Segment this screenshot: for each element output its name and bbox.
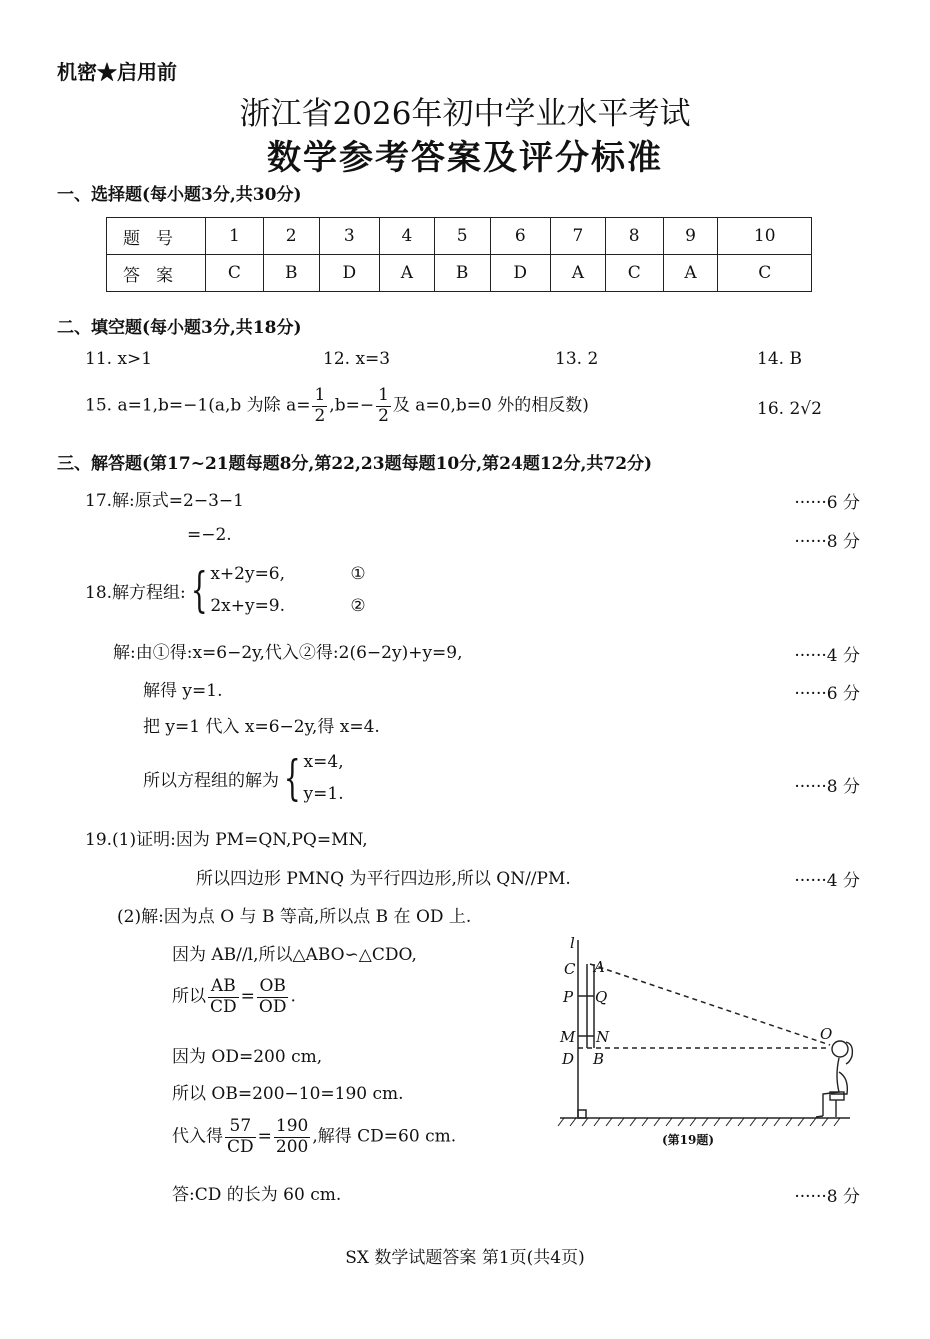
label-c: C	[564, 960, 576, 978]
fraction: $\frac{190}{200}$	[275, 1116, 309, 1157]
table-cell: C	[206, 255, 264, 292]
answer-15-pre: 15. a=1,b=−1(a,b 为除 a=	[85, 395, 311, 416]
section1-heading: 一、选择题(每小题3分,共30分)	[57, 185, 302, 205]
label-d: D	[562, 1050, 575, 1068]
score-q18-4: ······4 分	[794, 646, 860, 666]
answer-12: 12. x=3	[323, 349, 391, 369]
q19-part1-b: 所以四边形 PMNQ 为平行四边形,所以 QN//PM.	[196, 869, 571, 889]
q18-step2: 解得 y=1.	[143, 681, 223, 701]
exam-title: 浙江省2026年初中学业水平考试	[239, 96, 691, 132]
table-cell: D	[490, 255, 550, 292]
table-cell: 2	[263, 218, 319, 255]
solution-system: x=4, y=1.	[303, 752, 344, 805]
score-q19-8: ······8 分	[794, 1187, 860, 1207]
equation-1: x+2y=6, ①	[210, 564, 366, 584]
equation-2: 2x+y=9. ②	[210, 596, 366, 617]
answer-16: 16. 2√2	[757, 399, 822, 419]
q19-part1-a: 19.(1)证明:因为 PM=QN,PQ=MN,	[85, 830, 368, 850]
table-cell: 1	[206, 218, 264, 255]
fraction	[376, 386, 391, 426]
q18-step3: 把 y=1 代入 x=6−2y,得 x=4.	[143, 717, 380, 737]
fraction: $\frac{OB}{OD}$	[258, 976, 287, 1017]
fraction: $\frac{57}{CD}$	[227, 1116, 254, 1157]
label-b: B	[593, 1050, 605, 1068]
answer-14: 14. B	[757, 349, 802, 369]
ground-hatching	[558, 1118, 840, 1126]
brace-symbol: {	[283, 750, 301, 807]
right-angle-mark	[578, 1110, 586, 1118]
label-o: O	[820, 1025, 833, 1043]
score-q17-8: ······8 分	[794, 532, 860, 552]
q19-part2-a: (2)解:因为点 O 与 B 等高,所以点 B 在 OD 上.	[117, 907, 472, 927]
label-a: A	[594, 958, 605, 976]
table-cell: D	[319, 255, 379, 292]
answer-15-post: 及 a=0,b=0 外的相反数)	[392, 395, 589, 416]
table-cell: C	[718, 255, 812, 292]
sightline-upper	[590, 964, 833, 1045]
answer-15-mid: ,b=−	[329, 395, 375, 416]
equation-system	[210, 558, 365, 623]
q18-label: 18.解方程组:	[85, 582, 186, 603]
q18-step4: 所以方程组的解为 { x=4, y=1.	[143, 746, 344, 811]
fraction-num: 1	[314, 385, 326, 405]
label-m: M	[560, 1028, 576, 1046]
row-label-answer: 答案	[107, 255, 206, 292]
confidential-mark: 机密★启用前	[57, 60, 177, 84]
row-label-number: 题号	[107, 218, 206, 255]
q19-part2-f: 代入得 $\frac{57}{CD}$ = $\frac{190}{200}$ ,解得 CD=60 cm.	[172, 1116, 457, 1157]
table-cell: 6	[490, 218, 550, 255]
fraction-num: 1	[378, 385, 389, 405]
q18-system	[85, 558, 366, 623]
q19-part2-g: 答:CD 的长为 60 cm.	[172, 1185, 342, 1205]
brace-symbol: {	[190, 562, 208, 619]
table-cell: A	[663, 255, 718, 292]
q19-part2-e: 所以 OB=200−10=190 cm.	[172, 1084, 404, 1104]
table-cell: 9	[663, 218, 718, 255]
observer-figure	[816, 1041, 852, 1117]
score-q19-4: ······4 分	[794, 871, 860, 891]
fraction-den: 2	[378, 405, 389, 426]
q18-step1: 解:由①得:x=6−2y,代入②得:2(6−2y)+y=9,	[113, 643, 463, 663]
table-cell: C	[605, 255, 663, 292]
score-q17-6: ······6 分	[794, 493, 860, 513]
doc-subtitle: 数学参考答案及评分标准	[267, 138, 663, 178]
table-row	[107, 218, 812, 255]
answer-15	[85, 386, 589, 426]
table-cell: A	[550, 255, 605, 292]
section3-heading: 三、解答题(第17~21题每题8分,第22,23题每题10分,第24题12分,共72分)	[57, 454, 653, 474]
label-p: P	[563, 988, 574, 1006]
label-n: N	[596, 1028, 610, 1046]
table-cell: A	[380, 255, 435, 292]
answer-table	[106, 217, 812, 292]
fraction-den: 2	[314, 405, 326, 426]
q19-part2-c: 所以 $\frac{AB}{CD}$ = $\frac{OB}{OD}$ .	[172, 976, 296, 1017]
table-cell: 7	[550, 218, 605, 255]
label-q: Q	[595, 988, 608, 1006]
figure-caption: (第19题)	[662, 1133, 715, 1147]
fraction	[312, 386, 327, 426]
question-19-figure	[550, 932, 870, 1152]
table-row	[107, 255, 812, 292]
fraction: $\frac{AB}{CD}$	[210, 976, 237, 1017]
table-cell: 3	[319, 218, 379, 255]
score-q18-8: ······8 分	[794, 777, 860, 797]
table-cell: B	[434, 255, 490, 292]
page-footer: SX 数学试题答案 第1页(共4页)	[345, 1248, 585, 1268]
score-q18-6: ······6 分	[794, 684, 860, 704]
answer-11: 11. x>1	[85, 349, 153, 369]
table-cell: 5	[434, 218, 490, 255]
table-cell: 4	[380, 218, 435, 255]
table-cell: 8	[605, 218, 663, 255]
answer-13: 13. 2	[555, 349, 599, 369]
q17-line1: 17.解:原式=2−3−1	[85, 491, 244, 511]
section2-heading: 二、填空题(每小题3分,共18分)	[57, 318, 302, 338]
q17-line2: =−2.	[187, 525, 232, 545]
table-cell: B	[263, 255, 319, 292]
label-l: l	[570, 934, 575, 952]
q19-part2-d: 因为 OD=200 cm,	[172, 1047, 323, 1067]
q19-part2-b: 因为 AB//l,所以△ABO∽△CDO,	[172, 945, 417, 965]
table-cell: 10	[718, 218, 812, 255]
